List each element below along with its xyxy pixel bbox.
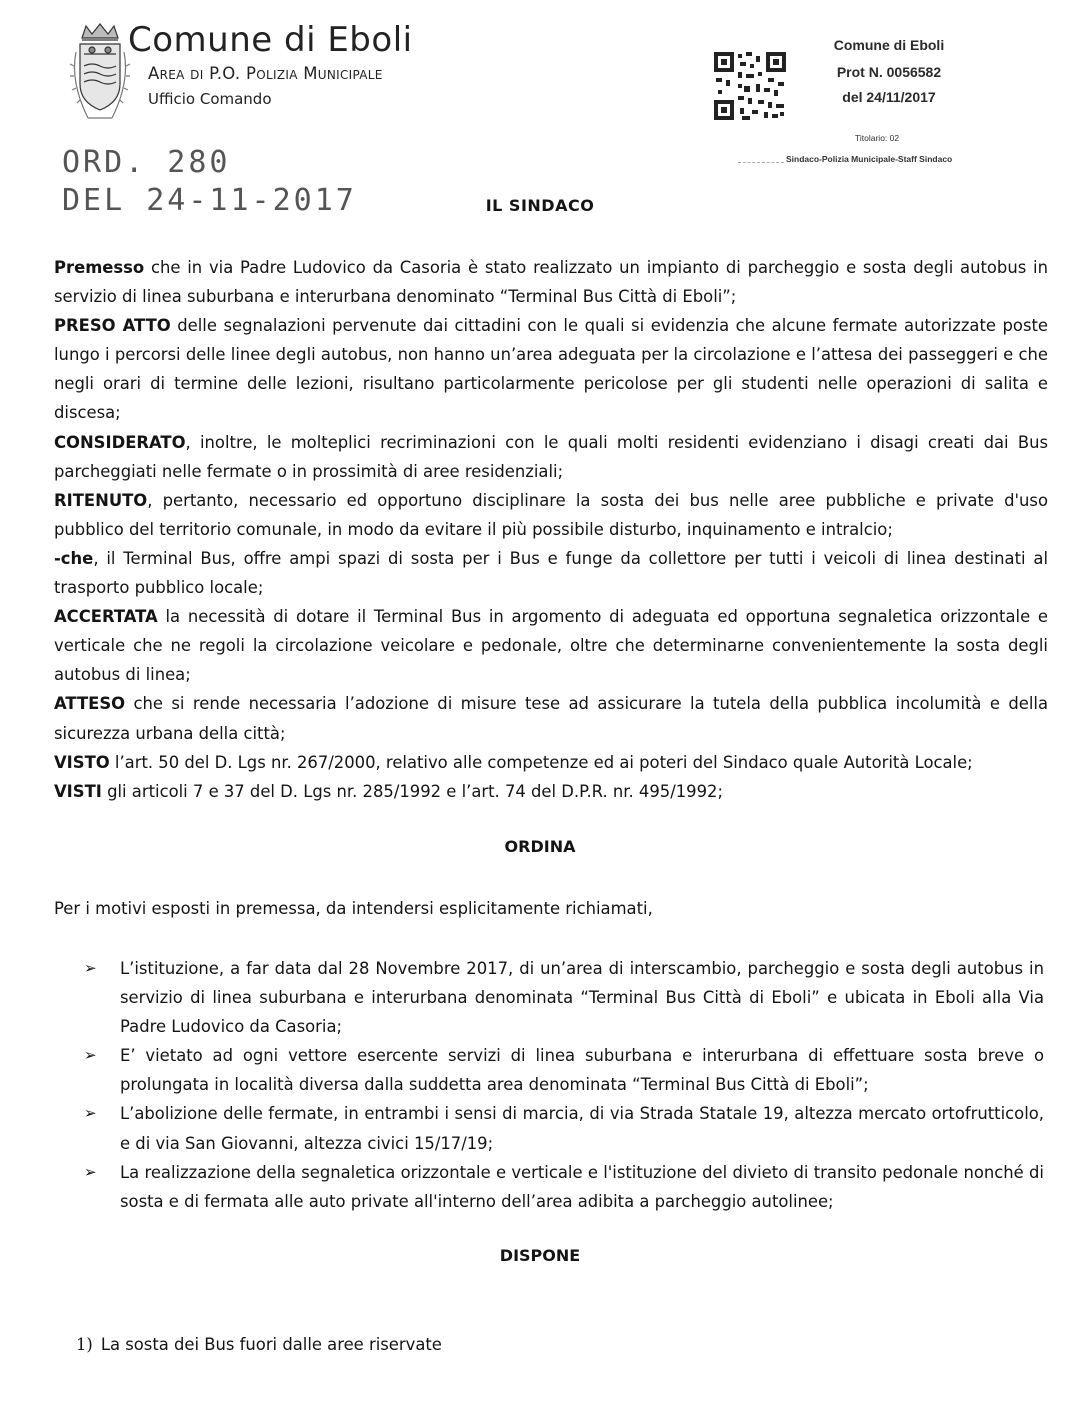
dispone-item: [76, 1334, 442, 1356]
premise-lead: ACCERTATA: [54, 607, 158, 627]
ordina-item-text: La realizzazione della segnaletica orizzontale e verticale e l'istituzione del divieto di transito pedonale nonché di sosta e di fermata alle auto private all'interno dell’area adibita a parcheggio autolinee;: [120, 1162, 1044, 1211]
coat-of-arms-logo: [68, 22, 132, 130]
area-line: Area di P.O. Polizia Municipale: [148, 64, 383, 83]
heading-dispone: DISPONE: [499, 1246, 581, 1265]
ordina-item: [84, 954, 1044, 1041]
premise-lead: RITENUTO: [54, 490, 148, 510]
premise-lead: Premesso: [54, 258, 145, 277]
premise-lead: VISTO: [54, 752, 110, 772]
premise-paragraph: [54, 253, 1048, 311]
stamp-divider: [738, 162, 784, 163]
handwritten-ordinance-number: ORD. 280: [62, 145, 231, 180]
ordina-item-text: L’abolizione delle fermate, in entrambi i sensi di marcia, di via Strada Statale 19, altezza mercato ortofrutticolo, e di via San Giovanni, altezza civici 15/17/19;: [120, 1104, 1044, 1153]
ordina-item-text: E’ vietato ad ogni vettore esercente servizi di linea suburbana e interurbana di effettuare sosta breve o prolungata in località diversa dalla suddetta area denominata “Terminal Bus Città di Eboli”;: [120, 1046, 1044, 1095]
dispone-item-text: La sosta dei Bus fuori dalle aree riservate: [100, 1335, 442, 1354]
premise-paragraph: [54, 689, 1048, 747]
premise-paragraph: [54, 544, 1048, 602]
dispone-item-number: 1): [76, 1335, 93, 1354]
premise-paragraph: [54, 777, 1048, 806]
ordina-item: [84, 1099, 1044, 1157]
premise-text: , pertanto, necessario ed opportuno disciplinare la sosta dei bus nelle aree pubbliche e private d'uso pubblico del territorio comunale, in modo da evitare il più possibile disturbo, inquinamento e intralcio;: [54, 490, 1048, 539]
handwritten-ordinance-date: DEL 24-11-2017: [62, 183, 357, 218]
premise-lead: -che: [54, 548, 94, 568]
premise-paragraph: [54, 486, 1048, 544]
premise-paragraph: [54, 311, 1048, 427]
premises-section: [54, 253, 1048, 806]
premise-text: che si rende necessaria l’adozione di misure tese ad assicurare la tutela della pubblica incolumità e della sicurezza urbana della città;: [54, 694, 1048, 743]
protocol-stamp: [800, 36, 978, 106]
stamp-titolario: Titolario: 02: [855, 133, 900, 143]
arrow-bullet-icon: ➢: [84, 1162, 97, 1181]
premise-text: , il Terminal Bus, offre ampi spazi di sosta per i Bus e funge da collettore per tutti i veicoli di linea destinati al trasporto pubblico locale;: [54, 548, 1048, 598]
premise-text: che in via Padre Ludovico da Casoria è stato realizzato un impianto di parcheggio e sosta degli autobus in servizio di linea suburbana e interurbana denominato “Terminal Bus Città di Eboli”;: [54, 258, 1048, 307]
heading-il-sindaco: IL SINDACO: [485, 196, 595, 215]
premise-text: , inoltre, le molteplici recriminazioni con le quali molti residenti evidenziano i disagi creati dai Bus parcheggiati nelle fermate o in prossimità di aree residenziali;: [54, 432, 1048, 481]
ordina-list: [84, 954, 1044, 1216]
premise-paragraph: [54, 428, 1048, 486]
stamp-ufficio: Sindaco-Polizia Municipale-Staff Sindaco: [786, 154, 953, 164]
qr-code: [712, 50, 788, 122]
premise-paragraph: [54, 602, 1048, 689]
arrow-bullet-icon: ➢: [84, 959, 97, 977]
ordina-item-text: L’istituzione, a far data dal 28 Novembre 2017, di un’area di interscambio, parcheggio e sosta degli autobus in servizio di linea suburbana e interurbana denominata “Terminal Bus Città di Eboli” e ubicata in Eboli alla Via Padre Ludovico da Casoria;: [120, 959, 1044, 1037]
premise-lead: PRESO ATTO: [54, 316, 171, 336]
ufficio-line: Ufficio Comando: [148, 90, 272, 108]
premise-text: delle segnalazioni pervenute dai cittadini con le quali si evidenzia che alcune fermate autorizzate poste lungo i percorsi delle linee degli autobus, non hanno un’area adeguata per la circolazione e l’attesa dei passeggeri e che negli orari di termine delle lezioni, risultano particolarmente pericolose per gli studenti nelle operazioni di salita e discesa;: [54, 316, 1048, 423]
stamp-date: del 24/11/2017: [842, 89, 936, 105]
ordina-item: [84, 1041, 1044, 1099]
premise-paragraph: [54, 748, 1048, 777]
ordina-item: [84, 1158, 1044, 1216]
heading-ordina: ORDINA: [504, 837, 576, 856]
premise-text: l’art. 50 del D. Lgs nr. 267/2000, relativo alle competenze ed ai poteri del Sindaco quale Autorità Locale;: [109, 752, 973, 772]
premise-text: gli articoli 7 e 37 del D. Lgs nr. 285/1992 e l’art. 74 del D.P.R. nr. 495/1992;: [101, 781, 723, 801]
premise-lead: VISTI: [54, 781, 102, 801]
arrow-bullet-icon: ➢: [84, 1046, 97, 1065]
arrow-bullet-icon: ➢: [84, 1104, 97, 1123]
premise-text: la necessità di dotare il Terminal Bus in argomento di adeguata ed opportuna segnaletica orizzontale e verticale che ne regoli la circolazione veicolare e pedonale, oltre che determinarne convenientemente la sosta degli autobus di linea;: [54, 607, 1048, 685]
stamp-protocol-number: Prot N. 0056582: [836, 64, 942, 80]
premise-lead: CONSIDERATO: [54, 432, 186, 452]
comune-title: Comune di Eboli: [128, 20, 413, 60]
per-motivi-text: Per i motivi esposti in premessa, da intendersi esplicitamente richiamati,: [54, 899, 653, 918]
premise-lead: ATTESO: [54, 694, 126, 714]
stamp-comune: Comune di Eboli: [833, 37, 945, 53]
